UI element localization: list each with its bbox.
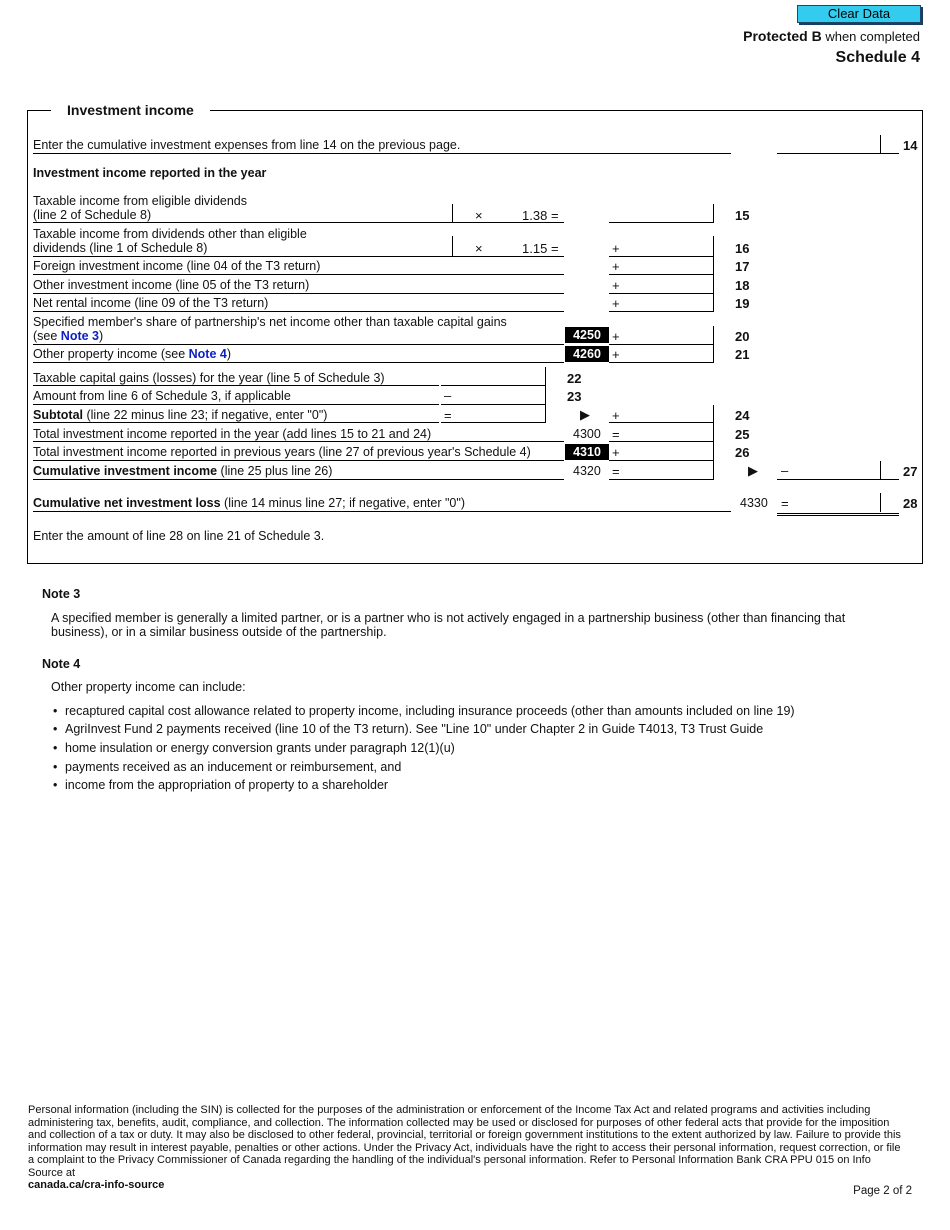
line23-label: Amount from line 6 of Schedule 3, if applicable [33,389,291,403]
line23-divider [545,386,546,405]
line16-underline [33,256,453,257]
line24-equals: = [444,408,452,423]
line21-divider [713,345,714,363]
line15-divider [713,204,714,223]
line23-number: 23 [567,389,582,404]
line16-label-b: dividends (line 1 of Schedule 8) [33,241,208,255]
line18-plus: + [612,278,620,293]
line22-divider [545,367,546,386]
line25-divider [713,423,714,442]
note4-item: • AgriInvest Fund 2 payments received (line 10 of the T3 return). See "Line 10" under Chapter 2 in Guide T4013, T3 Trust Guide [53,722,763,736]
line20-label-a: Specified member's share of partnership's net income other than taxable capital gains [33,315,507,329]
line25-equals: = [612,427,620,442]
line16-plus: + [612,241,620,256]
section-top-border-left [27,110,51,111]
line16-label-a: Taxable income from dividends other than eligible [33,227,307,241]
line21-code: 4260 [565,346,609,362]
line19-amount-field[interactable] [609,311,713,312]
line27-sum-divider [713,461,714,480]
line20-plus: + [612,329,620,344]
line16-rate: 1.15 [522,241,548,256]
clear-data-button[interactable]: Clear Data [797,5,921,23]
line22-label: Taxable capital gains (losses) for the year (line 5 of Schedule 3) [33,371,385,385]
cra-info-source-link[interactable]: canada.ca/cra-info-source [28,1179,165,1191]
line27-minus: – [781,463,789,478]
line25-label: Total investment income reported in the year (add lines 15 to 21 and 24) [33,427,432,441]
line20-number: 20 [735,329,750,344]
note3-link[interactable]: Note 3 [60,329,99,343]
protected-b-suffix: when completed [821,29,920,44]
line24-amount-field[interactable] [609,422,713,423]
line24-divider [713,405,714,423]
line26-number: 26 [735,445,750,460]
note4-intro: Other property income can include: [51,680,246,694]
line27-sum-field[interactable] [609,479,713,480]
line17-number: 17 [735,259,750,274]
line26-plus: + [612,445,620,460]
line23-underline [33,404,439,405]
line16-input-left [452,236,453,257]
line16-amount-field[interactable] [609,256,713,257]
line17-underline [33,274,564,275]
line17-label: Foreign investment income (line 04 of the T3 return) [33,259,321,273]
line15-label-b: (line 2 of Schedule 8) [33,208,152,222]
line21-number: 21 [735,347,750,362]
line14-underline [33,153,731,154]
line20-divider [713,326,714,345]
income-subheading: Investment income reported in the year [33,166,267,180]
line15-equals: = [551,208,559,223]
line27-equals: = [612,464,620,479]
line18-number: 18 [735,278,750,293]
line28-bold: Cumulative net investment loss [33,496,221,510]
line23-minus: – [444,388,452,403]
line24-sub-divider [545,405,546,423]
line20-close-paren: ) [99,329,104,343]
line24-label [33,408,327,422]
line15-underline [33,222,453,223]
line15-multiply: × [475,208,483,223]
note4-item: • home insulation or energy conversion grants under paragraph 12(1)(u) [53,741,455,755]
line27-label [33,464,332,478]
line28-equals: = [781,496,789,511]
line22-number: 22 [567,371,582,386]
section-top-border-right [210,110,923,111]
line14-divider [880,135,881,154]
protected-b-bold: Protected B [743,28,822,44]
line14-label: Enter the cumulative investment expenses from line 14 on the previous page. [33,138,461,152]
line25-amount-field[interactable] [609,441,713,442]
line16-multiply: × [475,241,483,256]
note4-item: • income from the appropriation of property to a shareholder [53,778,388,792]
privacy-text: Personal information (including the SIN) is collected for the purposes of the administration or enforcement of the Income Tax Act and related programs and activities including administering tax, benefits, audit, compliance, and collection. The information collected may be used or disclosed for purposes of other federal acts that provide for the imposition and collection of a tax or duty. It may also be disclosed to other federal, provincial, territorial or foreign government institutions to the extent authorized by law. Failure to provide this information may result in interest payable, penalties or other actions. Under the Privacy Act, individuals have the right to access their personal information, request correction, or file a complaint to the Privacy Commissioner of Canada regarding the handling of the individual's personal information. Refer to Personal Information Bank CRA PPU 015 on Info Source at [28,1104,901,1179]
line27-divider [880,461,881,480]
line18-amount-field[interactable] [609,293,713,294]
line18-underline [33,293,564,294]
note4-link[interactable]: Note 4 [188,347,227,361]
page-number: Page 2 of 2 [853,1185,912,1197]
line17-plus: + [612,259,620,274]
line24-number: 24 [735,408,750,423]
line20-code: 4250 [565,327,609,343]
line16-input-field[interactable] [452,256,564,257]
line24-text: (line 22 minus line 23; if negative, enter "0") [83,408,328,422]
note4-item: • payments received as an inducement or reimbursement, and [53,760,401,774]
line24-subtotal-field[interactable] [441,422,545,423]
line15-amount-field[interactable] [609,222,713,223]
line26-divider [713,442,714,461]
line21-text: Other property income (see [33,347,189,361]
line26-code: 4310 [565,444,609,460]
note3-text: A specified member is generally a limited partner, or is a partner who is not actively engaged in a partnership business (other than financing that business), or in a similar business outside of the partnership. [51,611,846,639]
line28-underline [33,511,731,512]
privacy-statement [28,1104,908,1192]
line28-number: 28 [903,496,918,511]
line14-number: 14 [903,138,918,153]
line20-see: (see [33,329,61,343]
line16-number: 16 [735,241,750,256]
line26-label: Total investment income reported in previous years (line 27 of previous year's Schedule 4) [33,445,531,459]
line28-label [33,496,465,510]
line16-equals: = [551,241,559,256]
line21-label [33,347,231,361]
line24-arrow-icon: ▶ [580,407,590,422]
line28-divider [880,493,881,512]
line27-number: 27 [903,464,918,479]
line27-bold: Cumulative investment income [33,464,218,478]
line27-text: (line 25 plus line 26) [217,464,333,478]
line20-underline [33,344,564,345]
line15-input-left [452,204,453,223]
line27-code: 4320 [573,464,601,478]
line21-amount-field[interactable] [609,362,713,363]
line26-underline [33,460,564,461]
line28-code: 4330 [740,496,768,510]
line15-rate: 1.38 [522,208,548,223]
note4-item: • recaptured capital cost allowance related to property income, including insurance proceeds (other than amounts included on line 19) [53,704,795,718]
line25-code: 4300 [573,427,601,441]
line22-amount-field[interactable] [441,385,545,386]
schedule-title: Schedule 4 [835,49,920,66]
line27-underline [33,479,564,480]
line19-plus: + [612,296,620,311]
line18-divider [713,275,714,294]
line17-divider [713,257,714,275]
section-instruction: Enter the amount of line 28 on line 21 of Schedule 3. [33,529,325,543]
line24-underline [33,422,439,423]
note4-title: Note 4 [42,657,81,671]
line21-plus: + [612,347,620,362]
line16-divider [713,236,714,257]
line19-underline [33,311,564,312]
line21-underline [33,362,564,363]
line24-subtotal: Subtotal [33,408,83,422]
line28-text: (line 14 minus line 27; if negative, enter "0") [220,496,465,510]
line15-label-a: Taxable income from eligible dividends [33,194,248,208]
line27-arrow-icon: ▶ [748,463,758,478]
note3-title: Note 3 [42,587,81,601]
line15-number: 15 [735,208,750,223]
line23-amount-field[interactable] [441,404,545,405]
line25-number: 25 [735,427,750,442]
line19-label: Net rental income (line 09 of the T3 return) [33,296,269,310]
line26-amount-field[interactable] [609,460,713,461]
line25-underline [33,441,564,442]
line18-label: Other investment income (line 05 of the T3 return) [33,278,310,292]
line19-number: 19 [735,296,750,311]
line24-plus: + [612,408,620,423]
line19-divider [713,294,714,312]
protected-b-label [743,28,920,44]
line21-close-paren: ) [226,347,231,361]
line17-amount-field[interactable] [609,274,713,275]
line20-label-b [33,329,103,343]
line20-amount-field[interactable] [609,344,713,345]
section-title: Investment income [67,102,194,118]
line22-underline [33,385,439,386]
